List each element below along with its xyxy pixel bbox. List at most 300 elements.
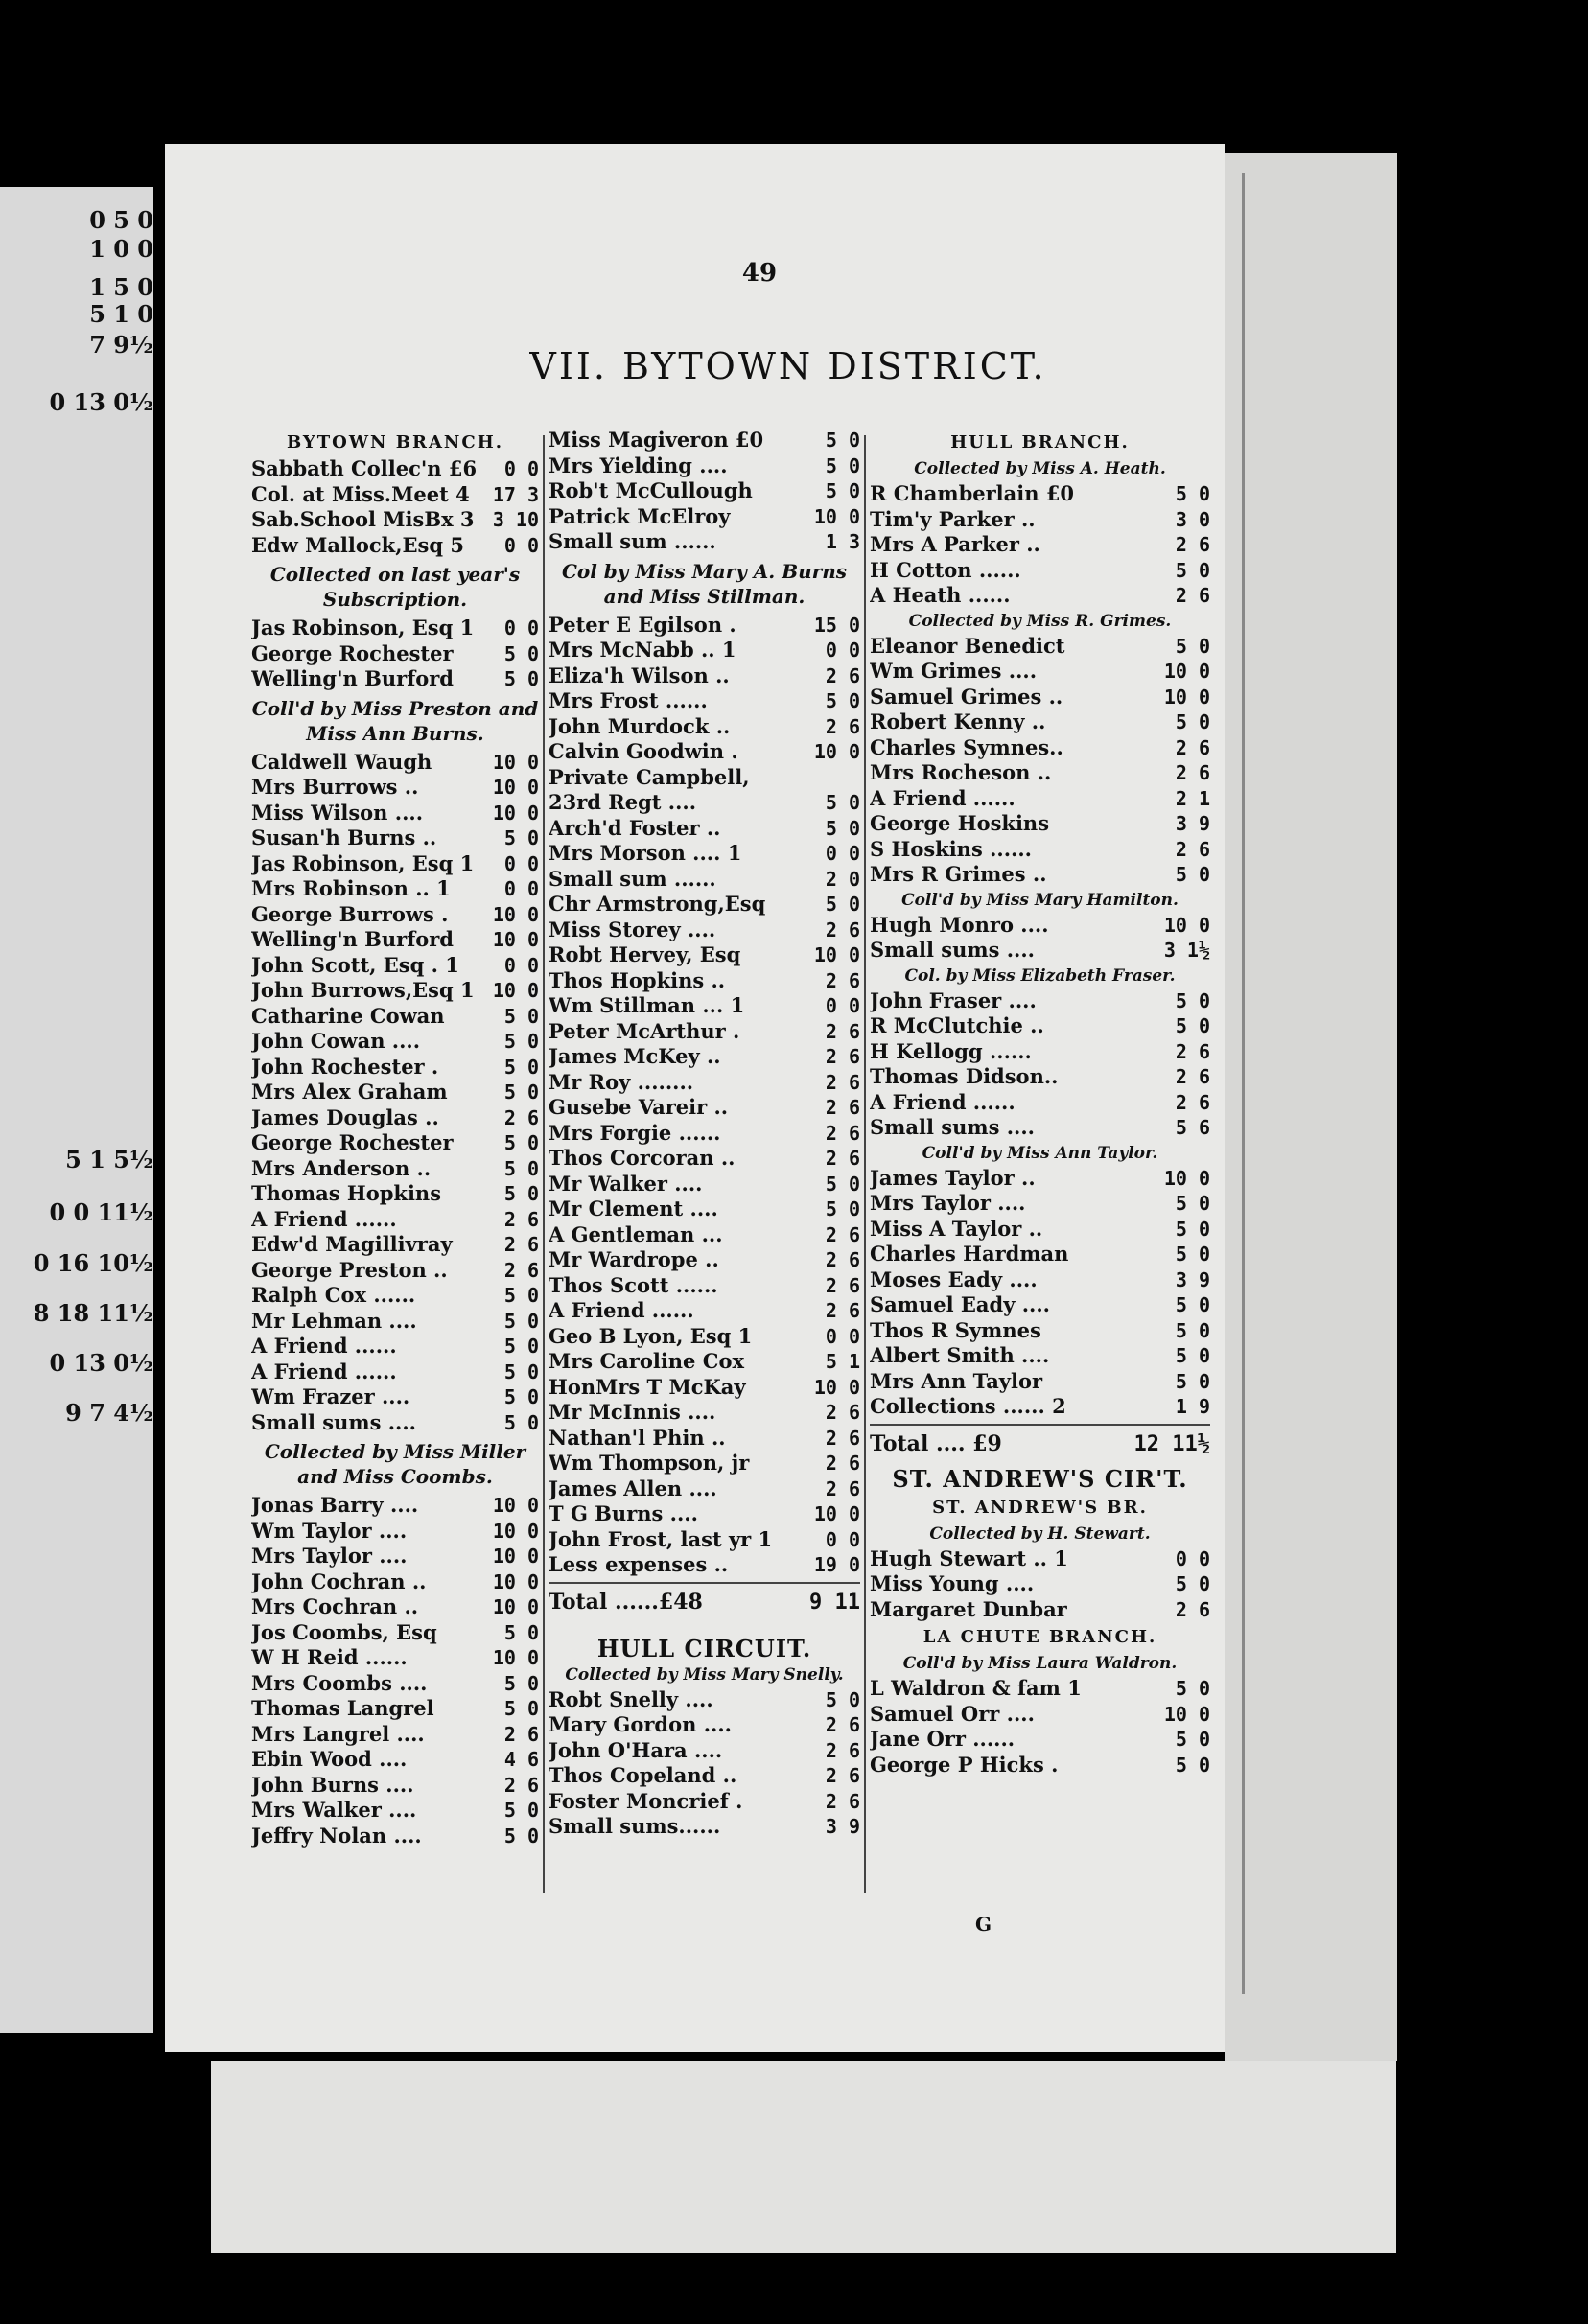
entry-name: George Preston ..	[251, 1257, 448, 1282]
entry-amount: 10 0	[492, 1545, 539, 1568]
entry-amount: 5 0	[825, 479, 860, 502]
entry-amount: 5 0	[503, 1182, 539, 1205]
entry-name: Mrs R Grimes ..	[870, 862, 1047, 886]
facing-page-fragment: 5 1 0	[89, 300, 153, 328]
column-1	[251, 428, 539, 1848]
entry-amount: 2 6	[503, 1722, 539, 1746]
note-grimes: Collected by Miss R. Grimes.	[908, 611, 1172, 631]
entry-name: Welling'n Burford	[251, 927, 454, 951]
ledger-row	[549, 765, 860, 791]
entry-amount: 3 1½	[1163, 939, 1210, 962]
entry-name: Samuel Grimes ..	[870, 684, 1063, 709]
entry-name: Wm Frazer ....	[251, 1384, 410, 1408]
entry-name: R Chamberlain £0	[870, 481, 1075, 505]
entry-amount: 5 0	[1175, 558, 1210, 582]
entry-name: Miss Storey ....	[549, 917, 716, 941]
entry-amount: 2 6	[503, 1233, 539, 1256]
entry-amount: 10 0	[492, 1646, 539, 1669]
entry-name: Miss A Taylor ..	[870, 1216, 1043, 1241]
entry-amount: 0 0	[1175, 1546, 1210, 1570]
entry-amount: 2 6	[825, 1452, 860, 1475]
entry-name: George Hoskins	[870, 811, 1050, 835]
ledger-row	[549, 1070, 860, 1096]
entry-name: Mrs Caroline Cox	[549, 1349, 744, 1373]
entry-name: Jane Orr ......	[870, 1727, 1016, 1751]
entry-name: Mrs Anderson ..	[251, 1155, 432, 1180]
note-last-year: Collected on last year's Subscription.	[269, 563, 521, 611]
ledger-row	[549, 1552, 860, 1578]
entry-name: Mrs Rocheson ..	[870, 760, 1052, 784]
ledger-row	[870, 659, 1210, 685]
entry-amount: 19 0	[813, 1553, 860, 1576]
entry-amount: 5 0	[825, 791, 860, 814]
ledger-row	[870, 1369, 1210, 1395]
entry-name: Margaret Dunbar	[870, 1596, 1067, 1621]
entry-amount: 10 0	[492, 1494, 539, 1517]
entry-amount: 0 0	[825, 994, 860, 1017]
entry-name: Jas Robinson, Esq 1	[251, 616, 475, 639]
entry-amount: 15 0	[813, 613, 860, 637]
ledger-row	[251, 1544, 539, 1569]
ledger-row	[251, 851, 539, 877]
facing-page-fragment: 8 18 11½	[33, 1299, 153, 1327]
entry-name: Mrs Yielding ....	[549, 453, 728, 477]
entry-amount: 5 0	[1175, 1014, 1210, 1037]
ledger-row	[549, 1172, 860, 1197]
bottom-sheet	[211, 2061, 1396, 2253]
ledger-row	[251, 1696, 539, 1722]
ledger-row	[549, 1426, 860, 1452]
note-waldron: Coll'd by Miss Laura Waldron.	[902, 1654, 1178, 1673]
ledger-row	[870, 1571, 1210, 1597]
entry-amount: 5 0	[1175, 988, 1210, 1012]
ledger-row	[549, 638, 860, 663]
note-heath: Collected by Miss A. Heath.	[914, 459, 1166, 478]
entry-amount: 2 6	[825, 1426, 860, 1450]
entry-amount: 2 6	[1175, 1039, 1210, 1063]
entry-name: Small sum ......	[549, 866, 716, 891]
entry-amount: 10 0	[492, 1519, 539, 1543]
ledger-row	[549, 1687, 860, 1713]
ledger-row	[251, 1207, 539, 1233]
ledger-row	[251, 1283, 539, 1309]
entry-amount: 2 0	[825, 867, 860, 891]
ledger-row	[870, 507, 1210, 533]
entry-name: Mrs Taylor ....	[870, 1191, 1026, 1215]
list-fraser	[870, 988, 1210, 1141]
entry-name: S Hoskins ......	[870, 836, 1032, 861]
ledger-row	[870, 1343, 1210, 1369]
entry-amount: 2 6	[825, 1738, 860, 1762]
entry-amount: 5 0	[1175, 1318, 1210, 1342]
entry-name: John Burns ....	[251, 1772, 414, 1797]
ledger-row	[870, 1064, 1210, 1090]
entry-name: James Allen ....	[549, 1476, 717, 1500]
facing-page-fragment: 9 7 4½	[65, 1399, 153, 1427]
entry-name: Less expenses ..	[549, 1552, 729, 1576]
entry-name: Rob't McCullough	[549, 478, 753, 502]
entry-amount: 5 0	[503, 1335, 539, 1358]
note-taylor: Coll'd by Miss Ann Taylor.	[922, 1143, 1158, 1163]
ledger-row	[251, 1360, 539, 1385]
ledger-row	[549, 688, 860, 714]
ledger-row	[251, 801, 539, 826]
entry-name: John Murdock ..	[549, 713, 731, 738]
entry-amount: 2 6	[1175, 837, 1210, 861]
entry-name: Edw'd Magillivray	[251, 1232, 453, 1256]
total-label: Total .... £9	[870, 1430, 1002, 1456]
ledger-row	[251, 1130, 539, 1156]
ledger-row	[251, 507, 539, 533]
list-heath	[870, 481, 1210, 609]
ledger-row	[870, 1676, 1210, 1702]
entry-name: Wm Grimes ....	[870, 659, 1038, 683]
entry-name: Thos Corcoran ..	[549, 1146, 736, 1170]
entry-amount: 10 0	[492, 979, 539, 1002]
st-andrews-branch-heading: ST. ANDREW'S BR.	[932, 1497, 1148, 1518]
entry-amount: 2 6	[825, 1764, 860, 1787]
entry-amount: 5 6	[1175, 1116, 1210, 1139]
entry-name: Small sums ....	[870, 1115, 1035, 1139]
page-edge	[1225, 153, 1397, 2061]
ledger-row	[251, 533, 539, 559]
entry-amount: 2 6	[825, 663, 860, 687]
entry-amount: 3 9	[1175, 1267, 1210, 1291]
entry-amount: 2 6	[825, 1222, 860, 1246]
entry-name: Robt Hervey, Esq	[549, 942, 741, 966]
entry-amount: 5 0	[503, 641, 539, 665]
entry-name: Mrs Coombs ....	[251, 1670, 428, 1695]
ledger-row	[251, 1309, 539, 1335]
la-chute-branch-heading: LA CHUTE BRANCH.	[922, 1627, 1157, 1647]
entry-name: Robert Kenny ..	[870, 709, 1046, 733]
entry-amount: 17 3	[492, 482, 539, 506]
list-snelly	[549, 1687, 860, 1840]
entry-amount: 5 0	[825, 816, 860, 840]
entry-name: A Friend ......	[870, 785, 1016, 810]
entry-name: James Douglas ..	[251, 1104, 439, 1129]
column-2	[549, 428, 860, 1840]
entry-name: Mrs Robinson .. 1	[251, 876, 451, 900]
entry-amount: 10 0	[492, 776, 539, 799]
entry-name: A Friend ......	[870, 1089, 1016, 1114]
ledger-row	[549, 1146, 860, 1172]
ledger-row	[251, 1747, 539, 1773]
entry-name: Small sums ....	[251, 1409, 416, 1434]
facing-page-fragment: 0 0 11½	[49, 1198, 153, 1226]
ledger-row	[870, 481, 1210, 507]
entry-amount: 0 0	[503, 953, 539, 977]
ledger-row	[870, 1090, 1210, 1116]
entry-amount: 10 0	[492, 1595, 539, 1618]
entry-name: George Rochester	[251, 1130, 454, 1154]
total-amount: 9 11	[809, 1590, 860, 1615]
entry-name: Caldwell Waugh	[251, 749, 432, 774]
entry-name: John Scott, Esq . 1	[251, 952, 459, 977]
entry-name: 23rd Regt ....	[549, 790, 697, 814]
ledger-row	[251, 1519, 539, 1545]
entry-name: John Rochester .	[251, 1054, 439, 1079]
entry-name: Thos Scott ......	[549, 1272, 718, 1297]
entry-amount: 5 0	[1175, 634, 1210, 658]
note-snelly: Collected by Miss Mary Snelly.	[565, 1664, 844, 1685]
ledger-row	[251, 1594, 539, 1620]
ledger-row	[251, 1334, 539, 1360]
ledger-row	[549, 1044, 860, 1070]
entry-name: Small sums ....	[870, 938, 1035, 962]
entry-amount: 2 6	[825, 714, 860, 738]
entry-amount: 5 0	[825, 893, 860, 916]
entry-name: Small sums......	[549, 1814, 721, 1838]
ledger-row	[251, 876, 539, 902]
entry-amount: 5 0	[1175, 1192, 1210, 1215]
entry-name: Gusebe Vareir ..	[549, 1095, 729, 1119]
ledger-row	[251, 1671, 539, 1697]
ledger-row	[251, 1029, 539, 1055]
list-last-year	[251, 616, 539, 692]
bytown-total	[549, 1582, 860, 1622]
entry-amount: 5 0	[503, 1697, 539, 1720]
ledger-row	[251, 775, 539, 801]
ledger-row	[549, 942, 860, 968]
entry-amount: 2 6	[503, 1258, 539, 1282]
entry-name: Peter E Egilson .	[549, 612, 736, 637]
entry-name: W H Reid ......	[251, 1645, 408, 1669]
entry-name: Mrs A Parker ..	[870, 532, 1040, 556]
list-hamilton	[870, 913, 1210, 964]
entry-name: A Heath ......	[870, 583, 1011, 607]
entry-amount: 2 6	[503, 1105, 539, 1129]
ledger-row	[870, 786, 1210, 812]
ledger-row	[549, 1789, 860, 1815]
ledger-row	[870, 913, 1210, 939]
note-fraser: Col. by Miss Elizabeth Fraser.	[904, 965, 1176, 986]
entry-name: George P Hicks .	[870, 1752, 1059, 1777]
entry-name: Susan'h Burns ..	[251, 825, 437, 849]
ledger-row	[549, 714, 860, 740]
entry-amount: 2 6	[1175, 1597, 1210, 1621]
ledger-row	[251, 1493, 539, 1519]
total-amount: 12 11½	[1133, 1431, 1210, 1456]
entry-amount: 5 0	[503, 1055, 539, 1079]
entry-amount: 5 0	[1175, 710, 1210, 733]
hull-branch-heading: HULL BRANCH.	[950, 432, 1130, 453]
entry-name: Private Campbell,	[549, 764, 750, 789]
ledger-row	[251, 1824, 539, 1849]
ledger-row	[549, 1375, 860, 1401]
entry-name: H Cotton ......	[870, 557, 1021, 582]
ledger-row	[870, 1318, 1210, 1344]
entry-amount: 5 0	[1175, 1572, 1210, 1595]
ledger-row	[251, 641, 539, 667]
ledger-row	[251, 1798, 539, 1824]
entry-amount: 10 0	[813, 1502, 860, 1525]
entry-name: Sab.School MisBx 3	[251, 507, 475, 531]
entry-name: Mrs Burrows ..	[251, 775, 419, 799]
entry-name: A Gentleman ...	[549, 1221, 723, 1246]
list-taylor	[870, 1166, 1210, 1420]
list-miller-coombs	[251, 1493, 539, 1848]
ledger-row	[251, 1232, 539, 1258]
entry-name: Charles Hardman	[870, 1242, 1069, 1266]
entry-name: Arch'd Foster ..	[549, 815, 721, 840]
entry-name: James Taylor ..	[870, 1165, 1036, 1190]
entry-amount: 2 6	[825, 1789, 860, 1813]
entry-name: Albert Smith ....	[870, 1343, 1050, 1367]
list-grimes	[870, 634, 1210, 888]
ledger-row	[870, 811, 1210, 837]
entry-amount: 5 0	[1175, 1293, 1210, 1316]
ledger-row	[549, 1527, 860, 1553]
entry-name: Mrs Morson .... 1	[549, 841, 742, 865]
entry-name: Mrs Alex Graham	[251, 1080, 448, 1104]
ledger-row	[251, 1004, 539, 1030]
entry-name: Mrs Ann Taylor	[870, 1368, 1043, 1393]
entry-name: A Friend ......	[251, 1206, 397, 1231]
note-preston-burns: Coll'd by Miss Preston and Miss Ann Burns.	[251, 696, 539, 745]
entry-amount: 0 0	[503, 851, 539, 875]
entry-amount: 5 0	[503, 667, 539, 690]
entry-amount: 2 6	[825, 918, 860, 941]
ledger-row	[251, 978, 539, 1004]
entry-name: Samuel Orr ....	[870, 1701, 1035, 1726]
ledger-row	[251, 927, 539, 953]
entry-name: John Fraser ....	[870, 988, 1037, 1012]
ledger-row	[549, 739, 860, 765]
ledger-row	[549, 504, 860, 530]
entry-amount: 5 0	[1175, 1344, 1210, 1367]
facing-page-fragment: 0 16 10½	[33, 1249, 153, 1277]
entry-amount: 5 0	[1175, 1243, 1210, 1266]
entry-name: T G Burns ....	[549, 1501, 698, 1525]
entry-amount: 0 0	[825, 842, 860, 865]
entry-amount: 5 0	[1175, 1369, 1210, 1393]
entry-name: Hugh Stewart .. 1	[870, 1545, 1068, 1570]
entry-amount: 2 6	[503, 1773, 539, 1797]
entry-name: Mrs Frost ......	[549, 688, 708, 712]
entry-amount: 5 0	[503, 1620, 539, 1644]
hull-circuit-heading: HULL CIRCUIT.	[596, 1634, 812, 1662]
entry-amount: 5 0	[503, 1360, 539, 1383]
entry-name: James McKey ..	[549, 1044, 721, 1068]
ledger-row	[251, 482, 539, 508]
entry-name: Mrs Taylor ....	[251, 1544, 408, 1568]
st-andrews-circuit-heading: ST. ANDREW'S CIR'T.	[892, 1464, 1188, 1493]
ledger-row	[251, 953, 539, 979]
entry-amount: 10 0	[1163, 660, 1210, 683]
ledger-row	[870, 1292, 1210, 1318]
ledger-row	[870, 709, 1210, 735]
entry-amount: 2 6	[825, 1019, 860, 1043]
entry-name: Mr Roy ........	[549, 1069, 694, 1094]
entry-amount: 5 0	[825, 1172, 860, 1196]
entry-amount: 5 0	[503, 1799, 539, 1822]
entry-amount: 10 0	[813, 740, 860, 763]
ledger-row	[870, 1242, 1210, 1267]
entry-amount: 10 0	[492, 750, 539, 774]
entry-name: Mrs Langrel ....	[251, 1721, 425, 1746]
entry-amount: 10 0	[492, 1569, 539, 1593]
entry-amount: 2 6	[503, 1207, 539, 1231]
entry-amount: 0 0	[825, 1324, 860, 1348]
entry-amount: 2 6	[825, 1147, 860, 1170]
ledger-row	[251, 1410, 539, 1436]
entry-amount: 10 0	[813, 1375, 860, 1399]
ledger-row	[870, 1546, 1210, 1572]
entry-name: George Burrows .	[251, 901, 449, 926]
entry-amount: 1 3	[825, 530, 860, 553]
entry-name: Miss Wilson ....	[251, 800, 424, 825]
entry-name: Jas Robinson, Esq 1	[251, 850, 475, 875]
ledger-row	[549, 529, 860, 555]
entry-name: Mrs Walker ....	[251, 1798, 417, 1822]
ledger-row	[870, 735, 1210, 761]
entry-name: Ebin Wood ....	[251, 1747, 408, 1771]
entry-amount: 5 0	[503, 1410, 539, 1434]
entry-amount: 5 0	[1175, 482, 1210, 505]
facing-page-fragment: 0 13 0½	[49, 1349, 153, 1377]
entry-name: Foster Moncrief .	[549, 1788, 743, 1813]
entry-amount: 2 6	[825, 1299, 860, 1322]
ledger-row	[549, 663, 860, 689]
ledger-row	[870, 938, 1210, 964]
entry-name: Collections ...... 2	[870, 1394, 1066, 1418]
ledger-row	[870, 760, 1210, 786]
total-label: Total ......£48	[549, 1589, 703, 1615]
hull-total	[870, 1424, 1210, 1464]
ledger-row	[549, 613, 860, 639]
facing-page-fragment: 1 5 0	[89, 273, 153, 301]
ledger-row	[870, 1191, 1210, 1217]
entry-amount: 0 0	[825, 639, 860, 662]
ledger-page	[165, 144, 1225, 2052]
ledger-row	[251, 1258, 539, 1284]
entry-amount: 5 1	[825, 1350, 860, 1373]
list-waldron	[870, 1676, 1210, 1778]
entry-amount: 2 6	[1175, 584, 1210, 607]
ledger-row	[549, 892, 860, 918]
entry-name: Eliza'h Wilson ..	[549, 662, 730, 687]
entry-amount: 10 0	[813, 943, 860, 966]
ledger-row	[870, 685, 1210, 710]
entry-amount: 10 0	[813, 504, 860, 528]
ledger-row	[251, 825, 539, 851]
entry-name: Jos Coombs, Esq	[251, 1619, 437, 1644]
ledger-row	[549, 867, 860, 893]
ledger-row	[870, 837, 1210, 863]
entry-amount: 5 0	[503, 1004, 539, 1028]
facing-page-fragment: 7 9½	[89, 331, 153, 359]
list-preston-burns	[251, 750, 539, 1436]
entry-name: Wm Thompson, jr	[549, 1451, 750, 1475]
ledger-row	[549, 1247, 860, 1273]
ledger-row	[549, 1298, 860, 1324]
entry-name: Small sum ......	[549, 529, 716, 553]
ledger-row	[870, 862, 1210, 888]
ledger-row	[549, 1349, 860, 1375]
ledger-row	[549, 1451, 860, 1476]
ledger-row	[870, 1039, 1210, 1065]
entry-name: Thos Hopkins ..	[549, 967, 726, 992]
facing-page-fragment: 1 0 0	[89, 235, 153, 263]
ledger-row	[870, 1727, 1210, 1753]
entry-name: Charles Symnes..	[870, 734, 1063, 759]
ledger-row	[251, 666, 539, 692]
ledger-row	[870, 1115, 1210, 1141]
ledger-row	[870, 1394, 1210, 1420]
ledger-row	[251, 1384, 539, 1410]
note-miller-coombs: Collected by Miss Miller and Miss Coombs.	[264, 1440, 526, 1488]
